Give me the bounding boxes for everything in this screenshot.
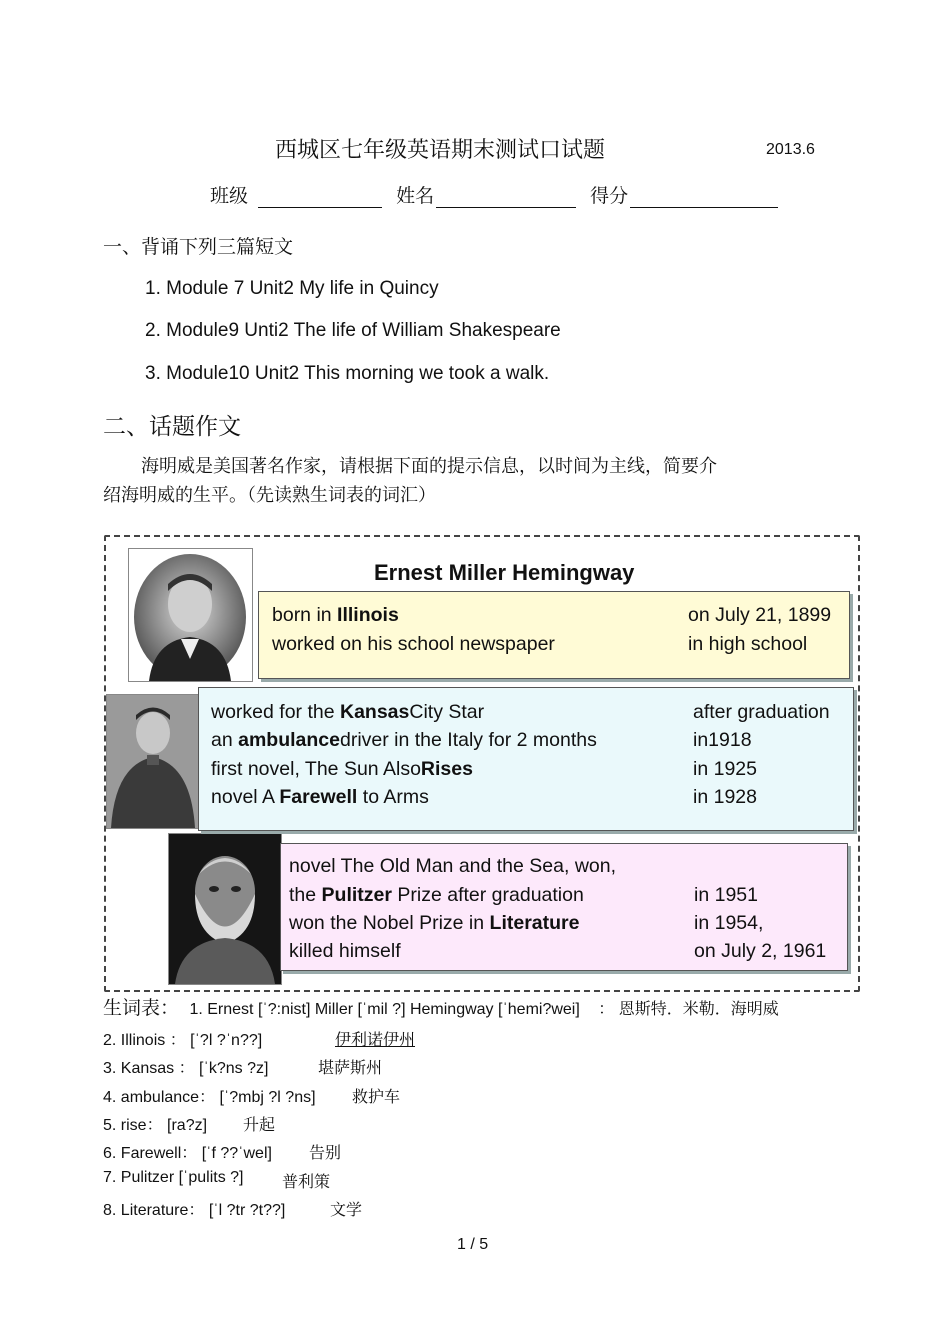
- event-time: in1918: [693, 729, 752, 751]
- vocab-meaning: 文学: [330, 1202, 363, 1219]
- vocab-meaning: 救护车: [352, 1089, 401, 1106]
- event-text: an ambulancedriver in the Italy for 2 months: [211, 729, 597, 751]
- event-text: the Pulitzer Prize after graduation: [289, 884, 584, 906]
- page-title: 西城区七年级英语期末测试口试题: [275, 138, 606, 163]
- vocab-item: 7. Pulitzer [ˈpulits ?]: [103, 1169, 244, 1186]
- event-text: worked for the KansasCity Star: [211, 701, 485, 723]
- event-time: in high school: [688, 633, 808, 655]
- recite-item: 2. Module9 Unti2 The life of William Shakespeare: [145, 320, 561, 341]
- vocab-meaning: 告别: [309, 1145, 342, 1162]
- score-label: 得分: [590, 185, 629, 207]
- section1-heading: 一、背诵下列三篇短文: [103, 236, 294, 258]
- section2-heading: 二、话题作文: [103, 414, 241, 440]
- vocab-item: 2. Illinois ： [ˈ?l ?ˈn??]: [103, 1032, 263, 1049]
- name-field[interactable]: [436, 187, 576, 208]
- vocab-term: 1. Ernest [ˈ?:nist] Miller [ˈmil ?] Hemingway [ˈhemi?wei]: [189, 1001, 580, 1018]
- event-text: won the Nobel Prize in Literature: [289, 912, 580, 934]
- event-time: in 1951: [694, 884, 758, 906]
- exam-date: 2013.6: [766, 141, 815, 158]
- instructions-line: 海明威是美国著名作家，请根据下面的提示信息，以时间为主线，简要介: [141, 456, 717, 477]
- instructions-line: 绍海明威的生平。（先读熟生词表的词汇）: [103, 485, 436, 506]
- event-time: on July 2, 1961: [694, 940, 827, 962]
- event-time: in 1925: [693, 758, 757, 780]
- score-field[interactable]: [630, 187, 778, 208]
- event-text: novel The Old Man and the Sea, won,: [289, 855, 617, 877]
- portrait-young-photo: [128, 548, 253, 682]
- vocab-heading: 生词表：: [103, 997, 180, 1019]
- event-time: in 1928: [693, 786, 757, 808]
- vocab-first-line: [103, 993, 779, 1020]
- timeline-title: Ernest Miller Hemingway: [374, 560, 635, 585]
- event-text: killed himself: [289, 940, 401, 962]
- vocab-item: 8. Literature： [ˈl ?tr ?t??]: [103, 1202, 286, 1219]
- event-time: on July 21, 1899: [688, 604, 832, 626]
- recite-item: 3. Module10 Unit2 This morning we took a walk.: [145, 363, 550, 384]
- event-time: in 1954,: [694, 912, 764, 934]
- vocab-item: 3. Kansas ： [ˈk?ns ?z]: [103, 1060, 269, 1077]
- class-field[interactable]: [258, 187, 382, 208]
- writing-instructions: [103, 452, 803, 510]
- event-time: after graduation: [693, 701, 830, 723]
- vocab-meaning: 升起: [243, 1117, 276, 1134]
- vocab-item: 6. Farewell： [ˈf ??ˈwel]: [103, 1145, 272, 1162]
- event-text: first novel, The Sun AlsoRises: [211, 758, 473, 780]
- name-label: 姓名: [396, 185, 435, 207]
- page-number: 1 / 5: [457, 1236, 489, 1253]
- vocab-item: 4. ambulance： [ˈ?mbj ?l ?ns]: [103, 1089, 316, 1106]
- portrait-old-photo: [168, 833, 282, 985]
- vocab-meaning: 伊利诺伊州: [335, 1032, 416, 1049]
- vocab-sep: ：: [598, 1001, 615, 1018]
- vocab-meaning: 恩斯特．米勒．海明威: [618, 999, 779, 1018]
- student-info-line: [210, 181, 786, 208]
- event-text: born in Illinois: [272, 604, 399, 626]
- event-text: worked on his school newspaper: [272, 633, 555, 655]
- event-text: novel A Farewell to Arms: [211, 786, 429, 808]
- vocab-meaning: 普利策: [282, 1174, 331, 1191]
- portrait-uniform-photo: [106, 694, 200, 829]
- class-label: 班级: [210, 185, 249, 207]
- recite-item: 1. Module 7 Unit2 My life in Quincy: [145, 278, 439, 299]
- vocab-item: 5. rise： [ra?z]: [103, 1117, 208, 1134]
- vocab-meaning: 堪萨斯州: [318, 1060, 383, 1077]
